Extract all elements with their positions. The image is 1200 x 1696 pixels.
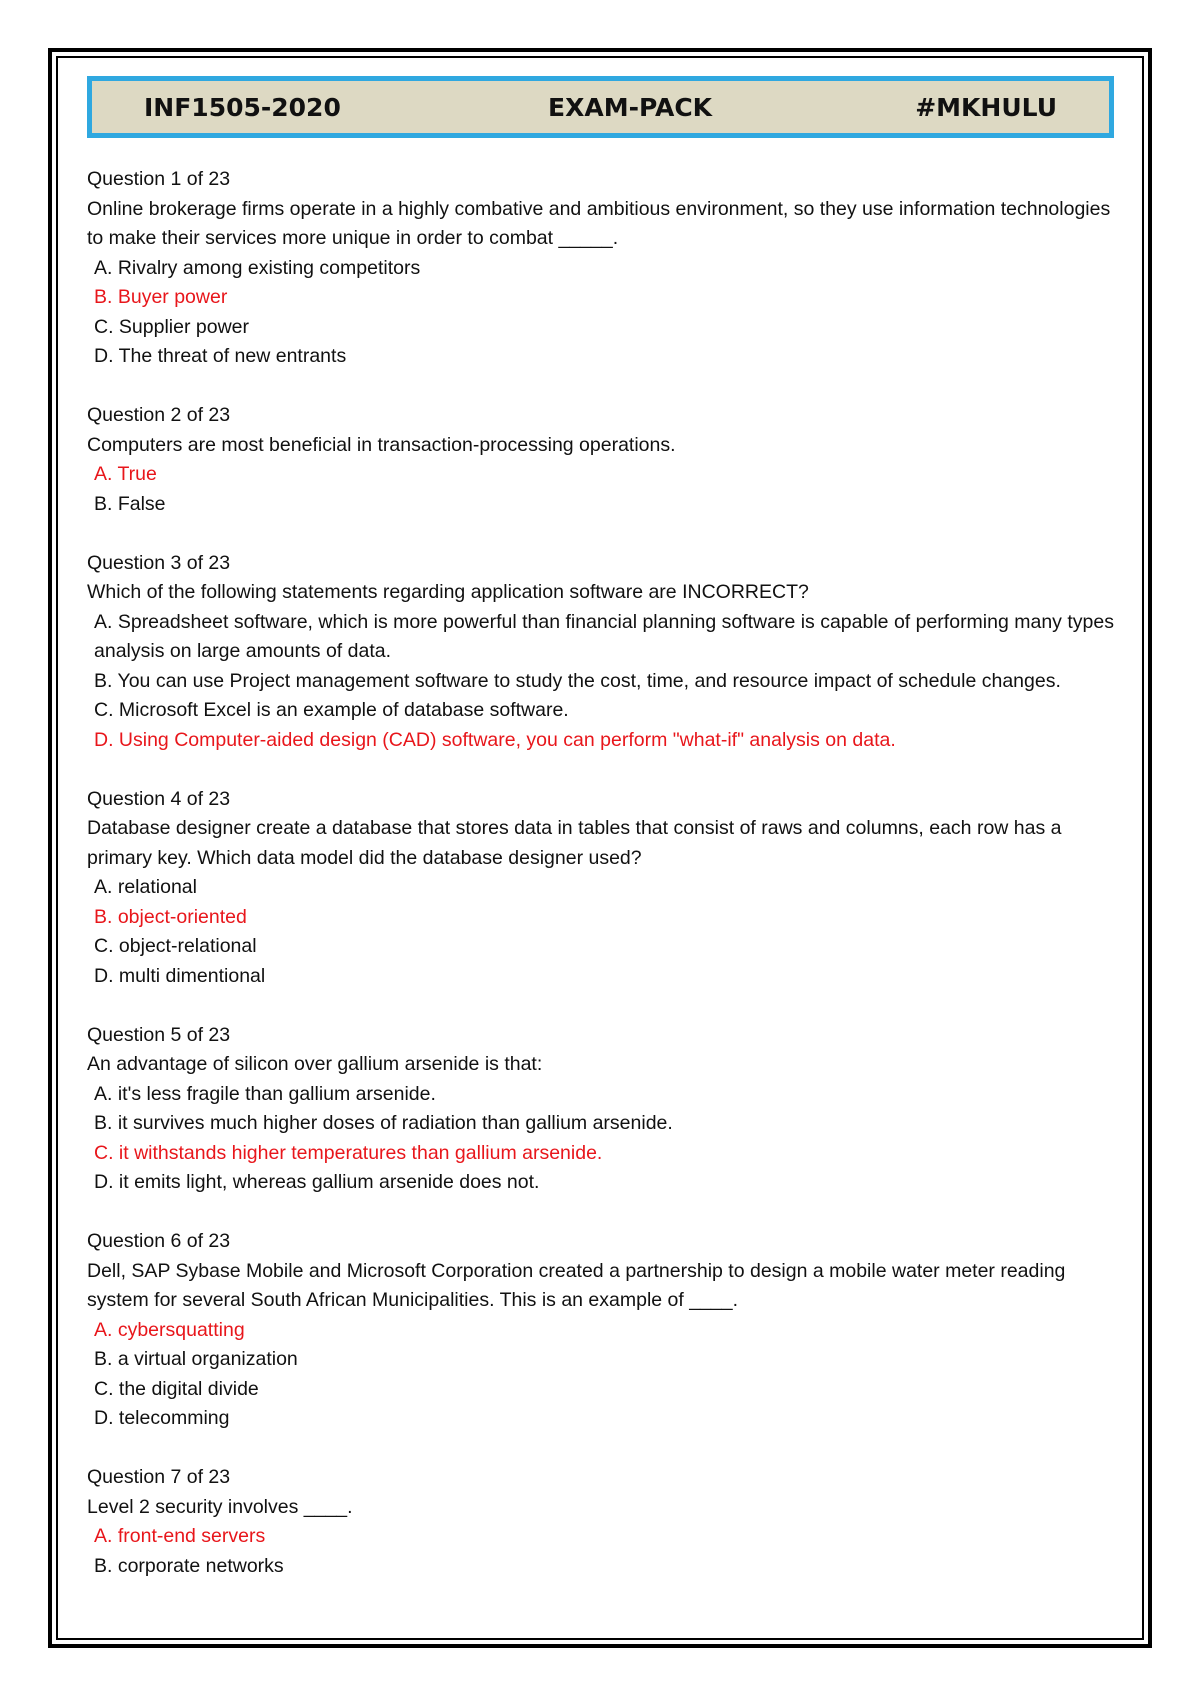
answer-option: B. You can use Project management software to study the cost, time, and resource impact of schedule changes. bbox=[94, 669, 1061, 692]
answer-option: D. multi dimentional bbox=[94, 964, 266, 987]
question-number: Question 5 of 23 bbox=[87, 1023, 231, 1046]
answer-option: B. it survives much higher doses of radiation than gallium arsenide. bbox=[94, 1112, 673, 1134]
answer-option: B. False bbox=[94, 492, 166, 515]
answer-option: D. it emits light, whereas gallium arsenide does not. bbox=[94, 1171, 540, 1193]
question-7 bbox=[87, 1463, 1117, 1581]
answer-option: A. Rivalry among existing competitors bbox=[94, 256, 421, 279]
header-tag: #MKHULU bbox=[915, 93, 1057, 122]
correct-answer-option: B. Buyer power bbox=[94, 286, 228, 308]
question-number: Question 3 of 23 bbox=[87, 551, 231, 574]
answer-option: C. Microsoft Excel is an example of database software. bbox=[94, 699, 569, 721]
question-text: Which of the following statements regarding application software are INCORRECT? bbox=[87, 581, 809, 603]
question-5 bbox=[87, 1021, 1117, 1198]
question-text: Level 2 security involves ____. bbox=[87, 1495, 353, 1518]
question-number: Question 7 of 23 bbox=[87, 1466, 231, 1488]
correct-answer-option: B. object-oriented bbox=[94, 905, 247, 928]
question-text: Online brokerage firms operate in a highly combative and ambitious environment, so they use information technologies to make their services more unique in order to combat _____. bbox=[87, 197, 1111, 249]
answer-option: B. corporate networks bbox=[94, 1554, 284, 1577]
correct-answer-option: C. it withstands higher temperatures than gallium arsenide. bbox=[94, 1141, 603, 1164]
question-2 bbox=[87, 401, 1117, 519]
answer-option: A. Spreadsheet software, which is more powerful than financial planning software is capable of performing many types analysis on large amounts of data. bbox=[94, 610, 1114, 662]
question-text: Computers are most beneficial in transaction-processing operations. bbox=[87, 433, 676, 456]
question-4 bbox=[87, 785, 1117, 992]
answer-option: D. The threat of new entrants bbox=[94, 345, 347, 367]
question-number: Question 1 of 23 bbox=[87, 168, 231, 190]
answer-option: A. it's less fragile than gallium arsenide. bbox=[94, 1082, 436, 1105]
header-course-code: INF1505-2020 bbox=[144, 93, 341, 122]
answer-option: B. a virtual organization bbox=[94, 1348, 298, 1370]
question-number: Question 4 of 23 bbox=[87, 787, 231, 810]
header-title: EXAM-PACK bbox=[548, 93, 713, 122]
correct-answer-option: D. Using Computer-aided design (CAD) software, you can perform "what-if" analysis on data. bbox=[94, 728, 896, 751]
question-text: Database designer create a database that stores data in tables that consist of raws and columns, each row has a primary key. Which data model did the database designer used? bbox=[87, 817, 1062, 869]
question-number: Question 6 of 23 bbox=[87, 1230, 231, 1252]
answer-option: C. Supplier power bbox=[94, 315, 249, 338]
header-banner bbox=[87, 76, 1114, 138]
question-list bbox=[87, 165, 1117, 1611]
correct-answer-option: A. cybersquatting bbox=[94, 1318, 245, 1341]
answer-option: A. relational bbox=[94, 876, 197, 898]
answer-option: D. telecomming bbox=[94, 1407, 230, 1429]
correct-answer-option: A. True bbox=[94, 463, 157, 485]
question-6 bbox=[87, 1227, 1117, 1434]
answer-option: C. the digital divide bbox=[94, 1377, 259, 1400]
question-3 bbox=[87, 549, 1117, 756]
answer-option: C. object-relational bbox=[94, 935, 257, 957]
correct-answer-option: A. front-end servers bbox=[94, 1525, 266, 1547]
question-number: Question 2 of 23 bbox=[87, 404, 231, 426]
question-text: An advantage of silicon over gallium arsenide is that: bbox=[87, 1053, 543, 1075]
question-1 bbox=[87, 165, 1117, 372]
question-text: Dell, SAP Sybase Mobile and Microsoft Corporation created a partnership to design a mobile water meter reading system for several South African Municipalities. This is an example of ____. bbox=[87, 1259, 1066, 1311]
